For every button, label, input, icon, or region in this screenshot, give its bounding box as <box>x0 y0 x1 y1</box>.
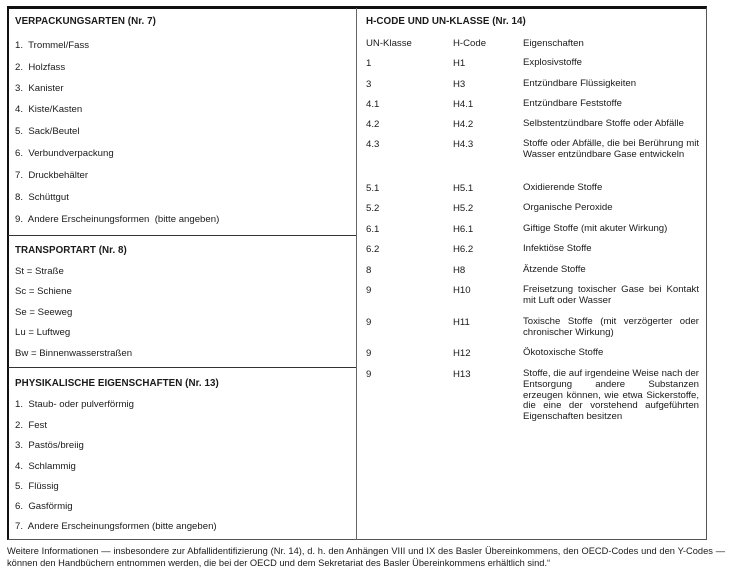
h-code-cell: H13 <box>453 369 471 380</box>
transport-item: Bw = Binnenwasserstraßen <box>15 348 133 359</box>
physical-item: 4. Schlammig <box>15 461 76 472</box>
property-cell: Stoffe, die auf irgendeine Weise nach der Entsorgung andere Substanzen erzeugen können, wie etwa Sickerstoffe, die eine der vorstehend aufgeführten Eigenschaften besitzen <box>523 368 699 423</box>
h-code-cell: H4.1 <box>453 99 474 110</box>
h-code-cell: H11 <box>453 317 470 328</box>
physical-item: 6. Gasförmig <box>15 501 73 512</box>
physical-title: PHYSIKALISCHE EIGENSCHAFTEN (Nr. 13) <box>15 378 219 389</box>
un-class-cell: 3 <box>366 79 372 90</box>
un-class-cell: 4.1 <box>366 99 380 110</box>
section-divider-transport <box>8 235 356 236</box>
property-cell: Freisetzung toxischer Gase bei Kontakt mit Luft oder Wasser <box>523 284 699 306</box>
packaging-item: 3. Kanister <box>15 83 64 94</box>
property-cell: Explosivstoffe <box>523 57 583 68</box>
column-header-properties: Eigenschaften <box>523 38 584 49</box>
footer-note: Weitere Informationen — insbesondere zur Abfallidentifizierung (Nr. 14), d. h. den Anhängen VIII und IX des Basler Übereinkommens, den OECD-Codes und den Y-Codes — können den Handbüchern entnommen werden, die bei der OECD und dem Sekretariat des Basler Übereinkommens erhältlich sind.“ <box>7 546 725 568</box>
h-code-cell: H5.1 <box>453 183 474 194</box>
h-code-cell: H5.2 <box>453 203 474 214</box>
property-cell: Stoffe oder Abfälle, die bei Berührung mit Wasser entzündbare Gase entwickeln <box>523 138 699 160</box>
un-class-cell: 8 <box>366 265 372 276</box>
packaging-item: 5. Sack/Beutel <box>15 126 80 137</box>
un-class-cell: 9 <box>366 348 372 359</box>
transport-item: Se = Seeweg <box>15 307 73 318</box>
transport-title: TRANSPORTART (Nr. 8) <box>15 245 127 256</box>
property-cell: Infektiöse Stoffe <box>523 243 592 254</box>
h-code-cell: H10 <box>453 285 471 296</box>
physical-item: 7. Andere Erscheinungsformen (bitte angeben) <box>15 521 217 532</box>
packaging-item: 4. Kiste/Kasten <box>15 104 83 115</box>
un-class-cell: 6.1 <box>366 224 380 235</box>
column-header-un-class: UN-Klasse <box>366 38 412 49</box>
h-code-cell: H12 <box>453 348 471 359</box>
packaging-title: VERPACKUNGSARTEN (Nr. 7) <box>15 16 156 27</box>
packaging-item: 7. Druckbehälter <box>15 170 89 181</box>
h-code-cell: H8 <box>453 265 466 276</box>
un-class-cell: 4.2 <box>366 119 380 130</box>
hcode-title: H-CODE UND UN-KLASSE (Nr. 14) <box>366 16 526 27</box>
physical-item: 2. Fest <box>15 420 47 431</box>
property-cell: Selbstentzündbare Stoffe oder Abfälle <box>523 118 684 129</box>
packaging-item: 6. Verbundverpackung <box>15 148 114 159</box>
un-class-cell: 9 <box>366 317 372 328</box>
property-cell: Organische Peroxide <box>523 202 613 213</box>
h-code-cell: H6.1 <box>453 224 474 235</box>
un-class-cell: 5.1 <box>366 183 380 194</box>
un-class-cell: 9 <box>366 369 372 380</box>
h-code-cell: H3 <box>453 79 466 90</box>
property-cell: Oxidierende Stoffe <box>523 182 603 193</box>
transport-item: Sc = Schiene <box>15 286 72 297</box>
section-divider-physical <box>8 367 356 368</box>
property-cell: Entzündbare Flüssigkeiten <box>523 78 637 89</box>
un-class-cell: 1 <box>366 58 372 69</box>
packaging-item: 2. Holzfass <box>15 62 66 73</box>
h-code-cell: H1 <box>453 58 466 69</box>
property-cell: Entzündbare Feststoffe <box>523 98 623 109</box>
transport-item: St = Straße <box>15 266 64 277</box>
physical-item: 5. Flüssig <box>15 481 59 492</box>
property-cell: Ätzende Stoffe <box>523 264 586 275</box>
property-cell: Ökotoxische Stoffe <box>523 347 604 358</box>
un-class-cell: 4.3 <box>366 139 380 150</box>
transport-item: Lu = Luftweg <box>15 327 71 338</box>
packaging-item: 9. Andere Erscheinungsformen (bitte angeben) <box>15 214 220 225</box>
h-code-cell: H6.2 <box>453 244 474 255</box>
h-code-cell: H4.3 <box>453 139 474 150</box>
physical-item: 1. Staub- oder pulverförmig <box>15 399 134 410</box>
property-cell: Giftige Stoffe (mit akuter Wirkung) <box>523 223 668 234</box>
un-class-cell: 6.2 <box>366 244 380 255</box>
un-class-cell: 5.2 <box>366 203 380 214</box>
column-header-h-code: H-Code <box>453 38 487 49</box>
packaging-item: 1. Trommel/Fass <box>15 40 90 51</box>
packaging-item: 8. Schüttgut <box>15 192 69 203</box>
column-divider <box>356 8 357 540</box>
property-cell: Toxische Stoffe (mit verzögerter oder chronischer Wirkung) <box>523 316 699 338</box>
un-class-cell: 9 <box>366 285 372 296</box>
h-code-cell: H4.2 <box>453 119 474 130</box>
physical-item: 3. Pastös/breiig <box>15 440 84 451</box>
